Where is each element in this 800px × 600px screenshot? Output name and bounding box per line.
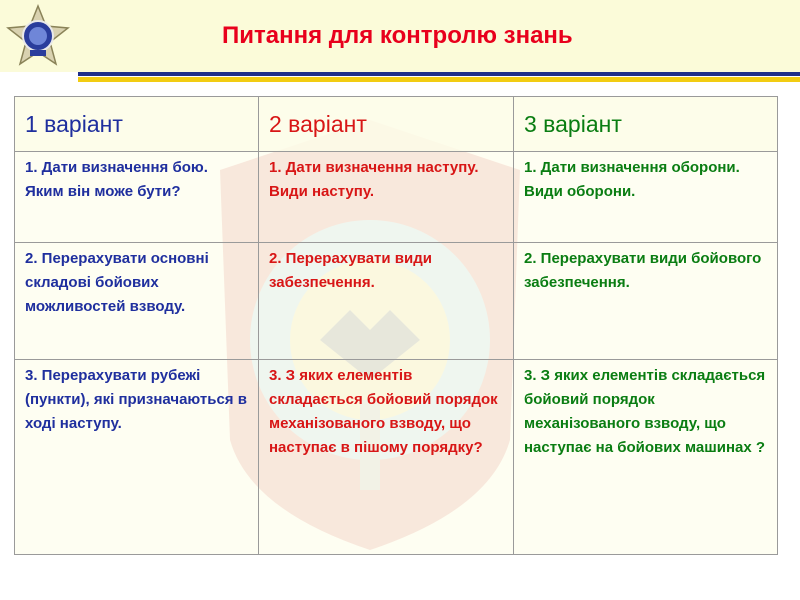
- header-divider-blue: [78, 72, 800, 76]
- column-header-variant-1: 1 варіант: [15, 97, 259, 152]
- question-cell: 1. Дати визначення наступу. Види наступу.: [259, 152, 514, 243]
- table-row: [15, 152, 778, 243]
- question-cell: 2. Перерахувати основні складові бойових можливостей взводу.: [15, 243, 259, 360]
- question-cell: 3. З яких елементів складається бойовий порядок механізованого взводу, що наступає на бойових машинах ?: [514, 360, 778, 555]
- column-header-variant-3: 3 варіант: [514, 97, 778, 152]
- question-cell: 2. Перерахувати види бойового забезпечення.: [514, 243, 778, 360]
- question-cell: 3. З яких елементів складається бойовий порядок механізованого взводу, що наступає в пішому порядку?: [259, 360, 514, 555]
- column-header-variant-2: 2 варіант: [259, 97, 514, 152]
- question-cell: 1. Дати визначення оборони. Види оборони.: [514, 152, 778, 243]
- questions-table: [14, 96, 778, 555]
- military-badge-icon: [6, 4, 70, 68]
- table-header-row: [15, 97, 778, 152]
- table-row: [15, 243, 778, 360]
- table-row: [15, 360, 778, 555]
- header-divider-yellow: [78, 77, 800, 82]
- question-cell: 1. Дати визначення бою. Яким він може бути?: [15, 152, 259, 243]
- question-cell: 3. Перерахувати рубежі (пункти), які призначаються в ході наступу.: [15, 360, 259, 555]
- question-cell: 2. Перерахувати види забезпечення.: [259, 243, 514, 360]
- page-title: Питання для контролю знань: [222, 22, 573, 49]
